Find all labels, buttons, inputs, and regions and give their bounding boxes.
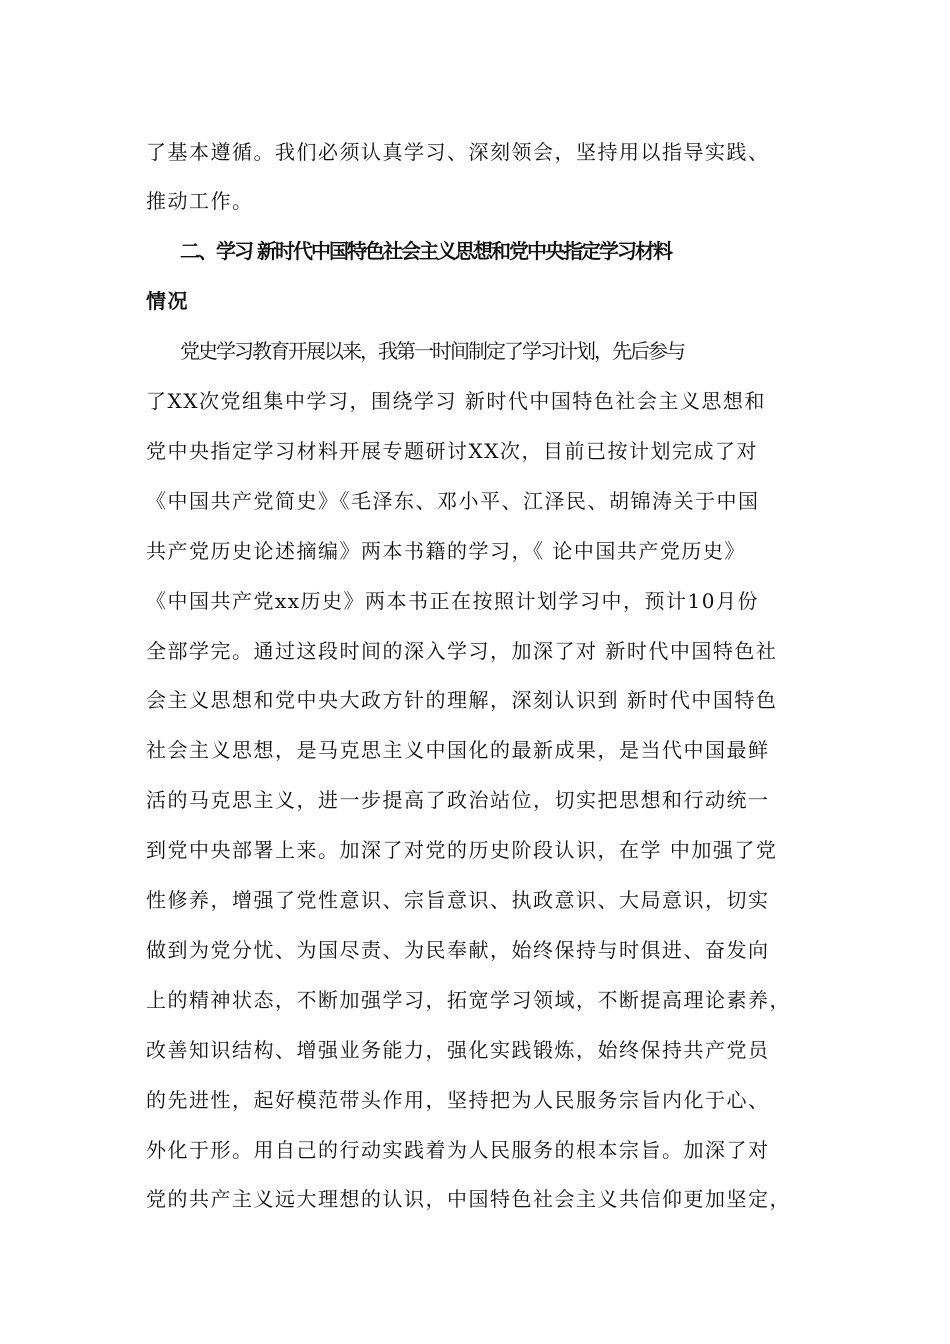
paragraph-line: 全部学完。通过这段时间的深入学习，加深了对 新时代中国特色社 (146, 639, 778, 663)
paragraph-line: 党史学习教育开展以来，我第一时间制定了学习计划，先后参与 (180, 339, 684, 363)
paragraph-line: 社会主义思想，是马克思主义中国化的最新成果，是当代中国最鲜 (146, 738, 770, 762)
section-heading-continued: 情况 (146, 289, 189, 313)
paragraph-line: 会主义思想和党中央大政方针的理解，深刻认识到 新时代中国特色 (146, 688, 778, 712)
paragraph-line: 《中国共产党简史》《毛泽东、邓小平、江泽民、胡锦涛关于中国 (146, 489, 760, 513)
paragraph-line: 上的精神状态，不断加强学习，拓宽学习领域，不断提高理论素养， (146, 988, 791, 1012)
paragraph-line: 共产党历史论述摘编》两本书籍的学习，《 论中国共产党历史》 (146, 539, 746, 563)
paragraph-line: 改善知识结构、增强业务能力，强化实践锻炼，始终保持共产党员 (146, 1038, 770, 1062)
section-heading: 二、学习 新时代中国特色社会主义思想和党中央指定学习材料 (180, 239, 671, 263)
paragraph-line: 到党中央部署上来。加深了对党的历史阶段认识，在学 中加强了党 (146, 838, 778, 862)
paragraph-line: 的先进性，起好模范带头作用，坚持把为人民服务宗旨内化于心、 (146, 1088, 770, 1112)
paragraph-line: 外化于形。用自己的行动实践着为人民服务的根本宗旨。加深了对 (146, 1138, 770, 1162)
paragraph-line: 了基本遵循。我们必须认真学习、深刻领会，坚持用以指导实践、 (146, 140, 770, 164)
paragraph-line: 活的马克思主义，进一步提高了政治站位，切实把思想和行动统一 (146, 788, 770, 812)
paragraph-line: 《中国共产党xx历史》两本书正在按照计划学习中，预计10月份 (146, 589, 760, 613)
paragraph-line: 党中央指定学习材料开展专题研讨XX次，目前已按计划完成了对 (146, 439, 758, 463)
paragraph-line: 做到为党分忧、为国尽责、为民奉献，始终保持与时俱进、奋发向 (146, 938, 770, 962)
paragraph-line: 了XX次党组集中学习，围绕学习 新时代中国特色社会主义思想和 (146, 389, 766, 413)
paragraph-line: 推动工作。 (146, 189, 254, 213)
paragraph-line: 性修养，增强了党性意识、宗旨意识、执政意识、大局意识，切实 (146, 888, 770, 912)
paragraph-line: 党的共产主义远大理想的认识，中国特色社会主义共信仰更加坚定， (146, 1187, 791, 1211)
